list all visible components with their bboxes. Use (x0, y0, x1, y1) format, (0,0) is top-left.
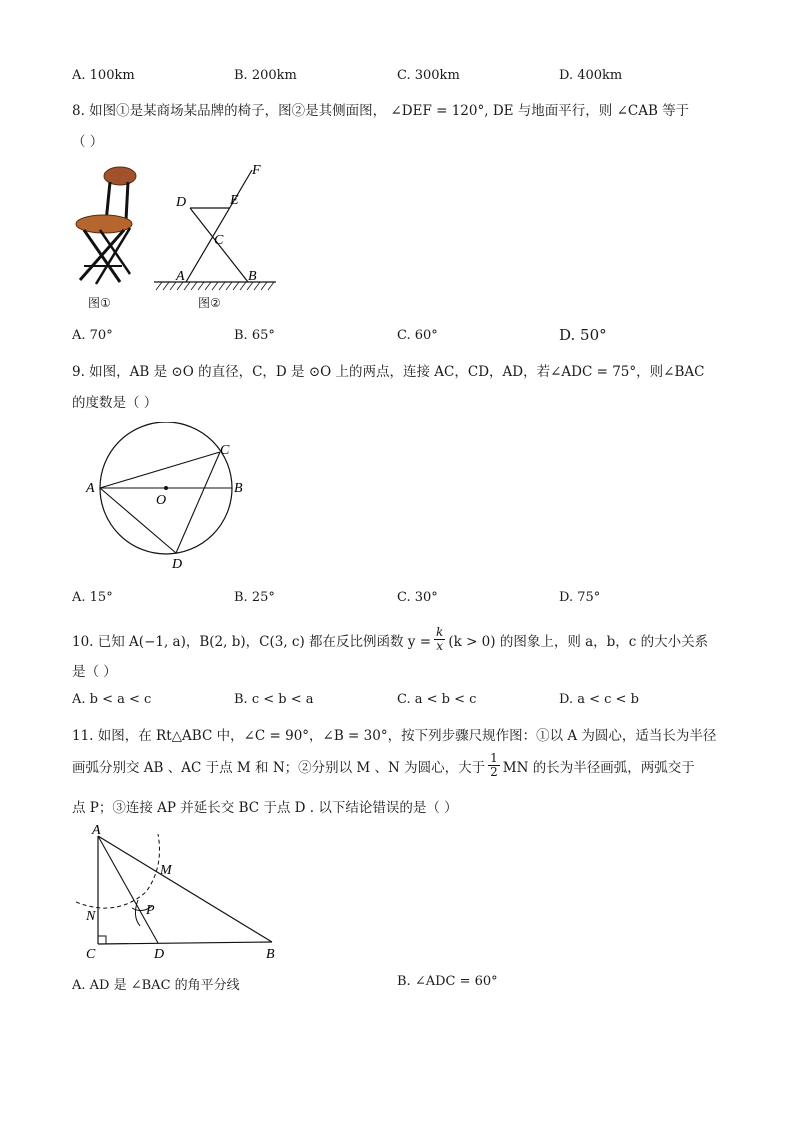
q11-stem-line3: 点 P；③连接 AP 并延长交 BC 于点 D . 以下结论错误的是（ ） (72, 800, 458, 816)
label-b: B (266, 947, 275, 962)
q10-stem-line1 (72, 626, 708, 653)
q7-option-b: B. 200km (234, 68, 297, 83)
label-b: B (248, 269, 257, 284)
label-m: M (160, 863, 172, 878)
q8-option-c: C. 60° (397, 328, 438, 343)
label-a: A (92, 823, 101, 838)
q11-option-a: A. AD 是 ∠BAC 的角平分线 (72, 978, 240, 993)
q8-option-d: D. 50° (559, 326, 607, 344)
circle-diagram (84, 422, 254, 574)
figure-2-caption: 图② (198, 296, 221, 310)
label-e: E (230, 193, 239, 208)
q10-option-c: C. a < b < c (397, 692, 477, 707)
figure-1-caption: 图① (88, 296, 111, 310)
label-c: C (220, 443, 230, 458)
q7-option-d: D. 400km (559, 68, 623, 83)
q11-option-b: B. ∠ADC = 60° (397, 974, 498, 989)
side-view-diagram (150, 160, 282, 298)
q10-frac-num: k (436, 625, 444, 639)
q11-frac-den: 2 (490, 765, 498, 779)
q8-option-a: A. 70° (72, 328, 113, 343)
q9-option-c: C. 30° (397, 590, 438, 605)
label-d: D (172, 557, 183, 572)
q9-stem-line2: 的度数是（ ） (72, 395, 158, 411)
label-d: D (154, 947, 165, 962)
q7-option-c: C. 300km (397, 68, 460, 83)
label-f: F (252, 163, 261, 178)
q9-option-a: A. 15° (72, 590, 113, 605)
q10-fraction (434, 626, 445, 653)
q10-stem-line2: 是（ ） (72, 664, 117, 680)
label-b: B (234, 481, 243, 496)
label-a: A (86, 481, 95, 496)
q11-fraction (488, 752, 500, 779)
q8-stem-line2: （ ） (72, 134, 104, 150)
label-n: N (86, 909, 96, 924)
label-p: P (146, 903, 155, 918)
q11-stem-line2-suffix: MN 的长为半径画弧，两弧交于 (502, 759, 695, 776)
q9-option-d: D. 75° (559, 590, 601, 605)
q10-frac-den: x (436, 639, 444, 653)
q10-option-d: D. a < c < b (559, 692, 639, 707)
q11-stem-line2 (72, 752, 695, 779)
label-c: C (214, 233, 224, 248)
q9-stem-line1: 9. 如图，AB 是 ⊙O 的直径，C，D 是 ⊙O 上的两点，连接 AC，CD，AD，若∠ADC = 75°，则∠BAC (72, 364, 705, 380)
label-a: A (176, 269, 185, 284)
q11-stem-line2-prefix: 画弧分别交 AB 、AC 于点 M 和 N；②分别以 M 、N 为圆心，大于 (72, 759, 486, 776)
q10-stem-suffix: (k > 0) 的图象上，则 a，b，c 的大小关系 (448, 633, 709, 650)
triangle-construction-diagram (76, 822, 286, 964)
q10-stem-prefix: 10. 已知 A(−1, a)，B(2, b)，C(3, c) 都在反比例函数 y = (72, 633, 432, 650)
q10-option-a: A. b < a < c (72, 692, 152, 707)
q8-option-b: B. 65° (234, 328, 275, 343)
label-o: O (156, 493, 167, 508)
q10-option-b: B. c < b < a (234, 692, 314, 707)
chair-illustration (70, 162, 142, 290)
q8-stem-line1: 8. 如图①是某商场某品牌的椅子，图②是其侧面图， ∠DEF = 120°, DE 与地面平行，则 ∠CAB 等于 (72, 103, 690, 119)
q11-stem-line1: 11. 如图，在 Rt△ABC 中，∠C = 90°，∠B = 30°，按下列步骤尺规作图：①以 A 为圆心，适当长为半径 (72, 728, 717, 744)
q7-option-a: A. 100km (72, 68, 135, 83)
label-d: D (176, 195, 187, 210)
q9-option-b: B. 25° (234, 590, 275, 605)
q11-frac-num: 1 (490, 751, 498, 765)
label-c: C (86, 947, 96, 962)
